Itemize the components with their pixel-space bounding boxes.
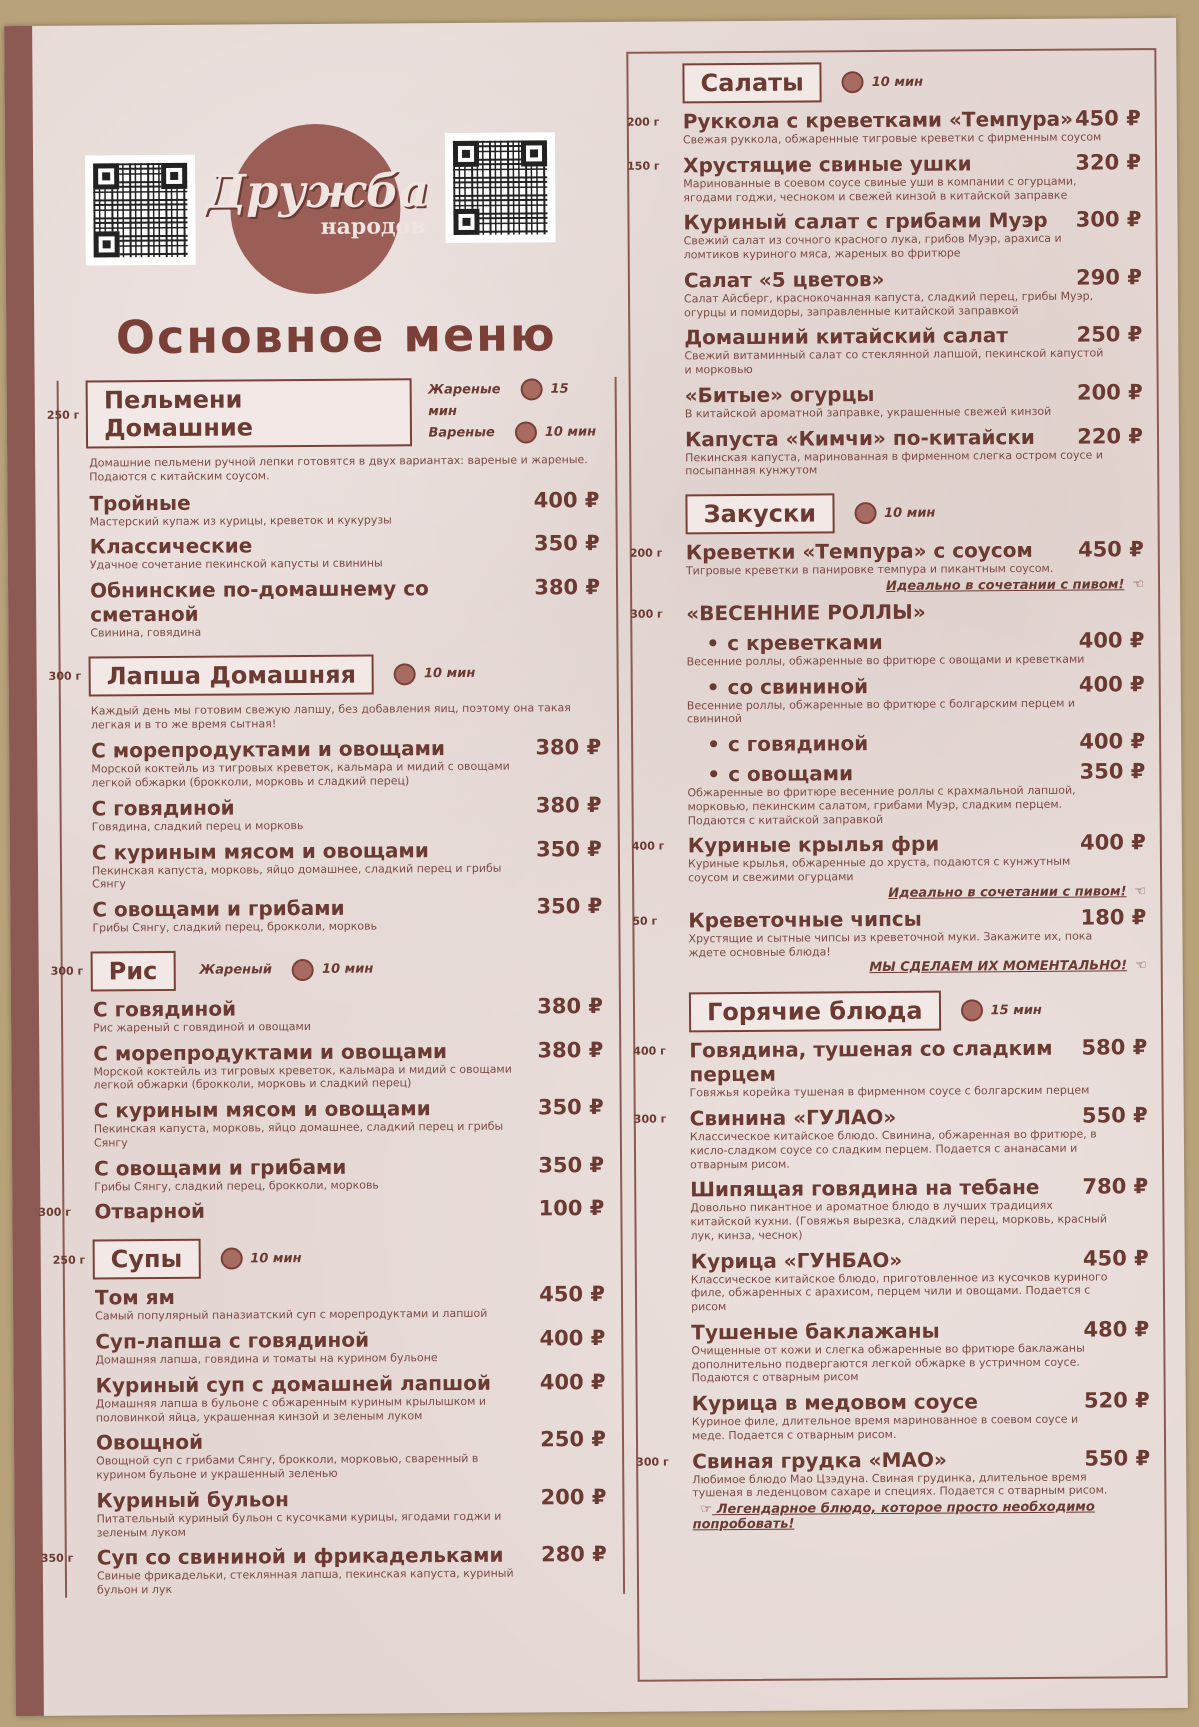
item-desc: Весенние роллы, обжаренные во фритюре с овощами и креветками — [686, 652, 1085, 669]
logo-subtitle: народов — [320, 213, 426, 240]
sheet-edge — [4, 26, 44, 1716]
item-desc: Самый популярный паназиатский суп с морепродуктами и лапшой — [95, 1307, 488, 1323]
item-price: 400 ₽ — [539, 1326, 606, 1351]
menu-item — [684, 322, 1142, 377]
promo-text: МЫ СДЕЛАЕМ ИХ МОМЕНТАЛЬНО! — [869, 958, 1128, 976]
item-name: Курица в медовом соусе — [691, 1389, 979, 1416]
item-desc: Удачное сочетание пекинской капусты и свинины — [89, 556, 383, 572]
section-salads — [642, 60, 1140, 103]
item-desc: Классическое китайское блюдо. Свинина, обжаренная во фритюре, в кисло-сладком соусе со сладким перцем. Подается с ананасами и отварным рисом. — [689, 1127, 1097, 1171]
clock-icon — [842, 71, 864, 93]
item-price: 250 ₽ — [1076, 322, 1143, 347]
item-price: 400 ₽ — [1078, 627, 1145, 653]
section-soups — [52, 1236, 605, 1280]
item-price: 400 ₽ — [1078, 671, 1145, 697]
item-price: 400 ₽ — [1079, 729, 1146, 754]
clock-icon — [394, 663, 416, 685]
item-desc: Пекинская капуста, маринованная в фирменном слегка остром соусе и посыпанная кунжутом — [685, 447, 1104, 478]
menu-item — [94, 1153, 604, 1194]
item-name: Куриный бульон — [96, 1487, 289, 1513]
time-label: 10 мин — [250, 1251, 302, 1267]
main-title: Основное меню — [115, 307, 557, 365]
item-desc: Говядина, сладкий перец и морковь — [91, 818, 304, 834]
boiled-label: Вареные — [428, 425, 495, 442]
item-name: Классические — [89, 533, 253, 559]
menu-item-variant — [686, 628, 1144, 669]
section-note: Каждый день мы готовим свежую лапшу, без добавления яиц, поэтому она такая легкая и в то же время сытная! — [90, 701, 571, 732]
left-menu-frame — [38, 377, 625, 1598]
item-name: Тушеные баклажаны — [691, 1318, 940, 1345]
menu-item — [630, 598, 1144, 626]
item-desc: Питательный куриный бульон с кусочками курицы, ягодами годжи и зеленым луком — [96, 1509, 502, 1540]
menu-item — [691, 1246, 1149, 1314]
item-name: • со свининой — [687, 674, 868, 699]
item-name: Шипящая говядина на тебане — [690, 1175, 1040, 1202]
promo-text: Легендарное блюдо, которое просто необходимо попробовать! — [692, 1499, 1095, 1533]
item-name: С морепродуктами и овощами — [91, 736, 446, 763]
promo-text: Идеально в сочетании с пивом! — [888, 884, 1127, 901]
item-desc: Свежий витаминный салат со стеклянной лапшой, пекинской капустой и морковью — [684, 346, 1104, 377]
menu-item — [690, 1174, 1148, 1242]
clock-icon — [515, 422, 537, 444]
item-desc: Морской коктейль из тигровых креветок, кальмара и мидий с овощами легкой обжарки (брокколи, морковь и сладкий перец) — [93, 1062, 512, 1092]
item-desc: Весенние роллы, обжаренные во фритюре с болгарским перцем и свининой — [686, 696, 1076, 726]
menu-item — [90, 575, 600, 640]
item-price: 350 ₽ — [538, 1152, 605, 1178]
menu-item — [93, 994, 603, 1035]
menu-item — [96, 1427, 606, 1482]
menu-item — [633, 1035, 1148, 1100]
time-label: 15 мин — [428, 381, 569, 419]
menu-item — [685, 380, 1143, 421]
menu-item — [627, 149, 1142, 205]
item-name: Куриный салат с грибами Муэр — [683, 208, 1048, 235]
menu-item — [629, 537, 1145, 595]
clock-icon — [220, 1248, 242, 1270]
item-name: «Битые» огурцы — [684, 381, 875, 408]
time-label: 10 мин — [321, 961, 374, 978]
item-desc: Хрустящие и сытные чипсы из креветочной муки. Закажите их, пока ждете основные блюда! — [688, 929, 1093, 959]
section-note: Домашние пельмени ручной лепки готовятся в двух вариантах: вареные и жареные. Подаются с китайским соусом. — [89, 453, 588, 484]
item-price: 200 ₽ — [540, 1484, 607, 1510]
item-desc: Свиные фрикадельки, стеклянная лапша, пекинская капуста, куриный бульон и лук — [96, 1567, 514, 1597]
weight-label: 200 г — [629, 546, 663, 560]
item-desc: Классическое китайское блюдо, приготовленное из кусочков куриного филе, обжаренных с арахисом, перцем чили и овощами. Подается с рисом — [690, 1269, 1108, 1314]
item-name: Говядина, тушеная со сладким перцем — [689, 1036, 1053, 1087]
item-name: Том ям — [94, 1285, 175, 1310]
logo-text: Дружба — [205, 163, 430, 219]
weight-label: 250 г — [52, 1253, 86, 1267]
item-name: • с овощами — [687, 761, 853, 786]
weight-label: 300 г — [636, 1455, 669, 1469]
item-name: Креветочные чипсы — [688, 906, 922, 933]
promo-text: Идеально в сочетании с пивом! — [885, 577, 1125, 594]
menu-item — [632, 904, 1147, 977]
item-name: С морепродуктами и овощами — [93, 1038, 448, 1066]
left-column — [38, 52, 625, 1686]
clock-icon — [292, 959, 314, 981]
weight-label: 150 г — [627, 159, 660, 173]
item-price: 180 ₽ — [1080, 904, 1147, 930]
section-title: Пельмени Домашние — [86, 378, 413, 448]
item-price: 290 ₽ — [1076, 264, 1142, 290]
item-price: 350 ₽ — [1079, 759, 1146, 784]
item-desc: Очищенные от кожи и слегка обжаренные во фритюре баклажаны дополнительно подвергаются легкой обжарке в устричном соусе. Подаются с отварным рисом — [691, 1341, 1085, 1385]
item-desc: Свежий салат из сочного красного лука, грибов Муэр, арахиса и ломтиков куриного мяса, жареных во фритюре — [683, 231, 1062, 262]
menu-item — [96, 1485, 606, 1540]
item-desc: Пекинская капуста, морковь, яйцо домашнее, сладкий перец и грибы Сянгу — [91, 861, 502, 891]
menu-item — [89, 488, 599, 529]
item-price: 450 ₽ — [1074, 106, 1141, 131]
weight-label: 300 г — [630, 607, 663, 621]
menu-item — [685, 424, 1143, 479]
menu-item — [633, 1103, 1148, 1171]
pointing-hand-icon: ☜ — [1132, 576, 1145, 592]
item-desc: Маринованные в соевом соусе свиные уши в компании с огурцами, ягодами годжи, чесноком и свежей кинзой в китайской заправке — [683, 174, 1077, 204]
item-name: Свиная грудка «МАО» — [692, 1447, 947, 1473]
menu-item — [92, 837, 602, 892]
item-name: Тройные — [89, 490, 191, 516]
item-price: 350 ₽ — [537, 1095, 604, 1120]
item-price: 380 ₽ — [537, 993, 604, 1019]
item-name: С овощами и грибами — [94, 1154, 347, 1181]
item-name: Суп-лапша с говядиной — [95, 1327, 370, 1354]
item-price: 250 ₽ — [540, 1427, 607, 1452]
clock-icon — [520, 379, 542, 401]
hot-dishes-list — [633, 1035, 1151, 1533]
item-price: 480 ₽ — [1083, 1316, 1150, 1342]
item-desc: Грибы Сянгу, сладкий перец, брокколи, морковь — [94, 1178, 379, 1194]
weight-label: 300 г — [50, 965, 84, 979]
item-price: 450 ₽ — [1077, 537, 1144, 562]
menu-item — [684, 265, 1142, 320]
item-name: Обнинские по-домашнему со сметаной — [89, 576, 429, 627]
item-price: 520 ₽ — [1083, 1388, 1150, 1413]
section-title: Супы — [93, 1239, 201, 1280]
right-column — [626, 48, 1167, 1682]
pointing-hand-icon: ☞ — [700, 1502, 713, 1518]
item-price: 400 ₽ — [1079, 830, 1146, 855]
item-name: С говядиной — [92, 996, 237, 1022]
menu-item — [631, 830, 1147, 902]
section-title: Салаты — [682, 62, 821, 103]
item-price: 220 ₽ — [1077, 423, 1144, 449]
menu-item — [95, 1326, 605, 1367]
item-price: 380 ₽ — [534, 575, 601, 600]
weight-label: 200 г — [626, 115, 660, 129]
item-desc: Куриные крылья, обжаренные до хруста, подаются с кунжутным соусом и свежими огурцами — [687, 854, 1071, 885]
section-title: Лапша Домашняя — [89, 654, 375, 696]
section-title: Рис — [91, 951, 176, 992]
fried-label: Жареный — [199, 962, 273, 979]
weight-label: 400 г — [633, 1044, 666, 1058]
time-label: 10 мин — [423, 666, 476, 682]
item-name: Свинина «ГУЛАО» — [689, 1104, 897, 1131]
item-name: Отварной — [94, 1199, 206, 1224]
item-desc: Свежая руккола, обжаренные тигровые креветки с фирменным соусом — [682, 130, 1102, 147]
item-name: Овощной — [95, 1430, 204, 1455]
section-pelmeni — [46, 377, 599, 449]
item-name: С говядиной — [91, 795, 235, 821]
item-desc: Любимое блюдо Мао Цзэдуна. Свиная грудинка, длительное время тушеная в леденцовом сахаре и специях. Подается с отварным рисом. — [692, 1470, 1108, 1500]
section-snacks — [645, 491, 1143, 534]
item-price: 280 ₽ — [540, 1542, 607, 1567]
item-desc: Домашняя лапша в бульоне с обжаренным куриным крылышком и половинкой яйца, украшенная кинзой и зеленым луком — [95, 1394, 487, 1425]
item-price: 550 ₽ — [1081, 1103, 1148, 1128]
snacks-list — [629, 537, 1147, 977]
menu-item — [40, 1542, 607, 1597]
item-price: 350 ₽ — [533, 531, 600, 556]
fried-label: Жареные — [428, 382, 501, 398]
menu-item-variant — [687, 729, 1145, 756]
item-price: 100 ₽ — [538, 1196, 605, 1221]
menu-item — [626, 106, 1141, 147]
menu-item — [96, 1370, 606, 1425]
item-price: 350 ₽ — [536, 836, 602, 862]
section-rice — [50, 948, 603, 992]
item-desc: В китайской ароматной заправке, украшенные свежей кинзой — [684, 404, 1052, 421]
time-label: 10 мин — [871, 74, 924, 90]
item-name: • с говядиной — [687, 731, 868, 756]
item-desc: Домашняя лапша, говядина и томаты на курином бульоне — [95, 1351, 438, 1367]
item-name: Салат «5 цветов» — [683, 266, 885, 293]
item-price: 400 ₽ — [539, 1369, 606, 1395]
item-name: С куриным мясом и овощами — [91, 837, 429, 865]
pelmeni-list — [89, 488, 600, 641]
item-price: 200 ₽ — [1076, 379, 1143, 405]
item-desc: Говяжья корейка тушеная в фирменном соусе с болгарским перцем — [689, 1083, 1090, 1100]
menu-item — [38, 1196, 605, 1224]
weight-label: 300 г — [38, 1206, 71, 1220]
weight-label: 300 г — [48, 669, 82, 684]
clock-icon — [854, 502, 876, 524]
menu-item — [94, 1095, 604, 1150]
menu-item — [692, 1388, 1150, 1443]
item-price: 780 ₽ — [1082, 1174, 1149, 1199]
menu-item — [91, 793, 601, 834]
item-name: Курица «ГУНБАО» — [690, 1247, 903, 1273]
item-price: 320 ₽ — [1075, 149, 1142, 175]
menu-item — [691, 1317, 1149, 1385]
item-price: 380 ₽ — [537, 1037, 604, 1063]
item-name: Руккола с креветками «Темпура» — [682, 106, 1074, 134]
item-name: Домашний китайский салат — [684, 323, 1009, 350]
pointing-hand-icon: ☜ — [1134, 883, 1147, 899]
menu-item — [91, 735, 601, 790]
item-price: 580 ₽ — [1081, 1035, 1148, 1060]
item-name: «ВЕСЕННИЕ РОЛЛЫ» — [686, 599, 926, 626]
item-price: 380 ₽ — [535, 792, 602, 818]
menu-item — [636, 1445, 1151, 1501]
item-desc: Пекинская капуста, морковь, яйцо домашнее, сладкий перец и грибы Сянгу — [93, 1119, 504, 1150]
menu-item — [93, 1038, 603, 1093]
item-desc: Морской коктейль из тигровых креветок, кальмара и мидий с овощами легкой обжарки (брокколи, морковь и сладкий перец) — [91, 760, 510, 790]
menu-item — [683, 207, 1141, 262]
item-desc: Обжаренные во фритюре весенние роллы с крахмальной лапшой, морковью, пекинским салатом, грибами Муэр, сладким перцем. Подаются с китайской заправкой — [687, 783, 1076, 827]
menu-item-variant — [687, 759, 1145, 827]
section-title: Закуски — [685, 493, 834, 534]
time-label: 10 мин — [544, 424, 597, 441]
item-name: • с креветками — [686, 630, 882, 655]
item-price: 300 ₽ — [1075, 207, 1142, 232]
item-name: Креветки «Темпура» с соусом — [685, 537, 1033, 565]
item-price: 350 ₽ — [536, 894, 603, 919]
pointing-hand-icon: ☜ — [1134, 958, 1147, 974]
section-title: Горячие блюда — [689, 991, 941, 1033]
item-desc: Мастерский купаж из курицы, креветок и кукурузы — [89, 513, 392, 529]
item-price: 450 ₽ — [1082, 1245, 1149, 1271]
item-name: Суп со свининой и фрикадельками — [96, 1543, 504, 1570]
item-desc: Грибы Сянгу, сладкий перец, брокколи, морковь — [92, 919, 378, 935]
item-name: Куриные крылья фри — [687, 831, 940, 858]
menu-item — [90, 531, 600, 572]
section-noodles — [48, 653, 601, 697]
menu-item — [92, 894, 602, 935]
time-label: 15 мин — [990, 1002, 1042, 1018]
menu-item-variant — [687, 672, 1145, 727]
item-desc: Рис жареный с говядиной и овощами — [93, 1019, 312, 1035]
item-desc: Куриное филе, длительное время маринованное в соевом соусе и меде. Подается с отварным рисом. — [691, 1412, 1079, 1443]
item-price: 450 ₽ — [539, 1282, 606, 1307]
menu-item — [95, 1282, 605, 1323]
section-hot-dishes — [649, 989, 1147, 1032]
item-desc: Тигровые креветки в панировке темпура и пикантным соусом. — [685, 561, 1054, 578]
weight-label: 50 г — [632, 914, 658, 928]
header — [54, 52, 615, 271]
menu-sheet — [4, 18, 1188, 1716]
weight-label: 400 г — [631, 839, 665, 853]
time-label: 10 мин — [883, 505, 936, 521]
item-price: 550 ₽ — [1084, 1445, 1151, 1471]
weight-label: 300 г — [633, 1112, 667, 1126]
qr-code-right[interactable] — [445, 132, 556, 243]
item-price: 380 ₽ — [535, 735, 602, 760]
item-price: 400 ₽ — [533, 487, 600, 513]
item-name: Капуста «Кимчи» по-китайски — [684, 424, 1035, 451]
item-name: С куриным мясом и овощами — [93, 1096, 431, 1123]
item-desc: Довольно пикантное и ароматное блюдо в лучших традициях китайской кухни. (Говяжья вырезка, сладкий перец, морковь, красный лук, кинза, чеснок) — [690, 1199, 1107, 1243]
item-name: С овощами и грибами — [92, 895, 345, 922]
item-desc: Салат Айсберг, краснокочанная капуста, сладкий перец, грибы Муэр, огурцы и помидоры, заправленные китайской заправкой — [683, 289, 1094, 319]
clock-icon — [960, 1000, 982, 1022]
item-name: Хрустящие свиные ушки — [683, 151, 972, 178]
item-name: Куриный суп с домашней лапшой — [95, 1370, 492, 1398]
qr-code-left[interactable] — [85, 155, 196, 266]
salads-list — [626, 106, 1144, 478]
weight-label: 350 г — [40, 1552, 74, 1566]
weight-label: 250 г — [46, 408, 80, 422]
item-desc: Свинина, говядина — [90, 625, 202, 640]
item-desc: Овощной суп с грибами Сянгу, брокколи, морковью, сваренный в курином бульоне и украшенный зеленью — [96, 1452, 479, 1482]
